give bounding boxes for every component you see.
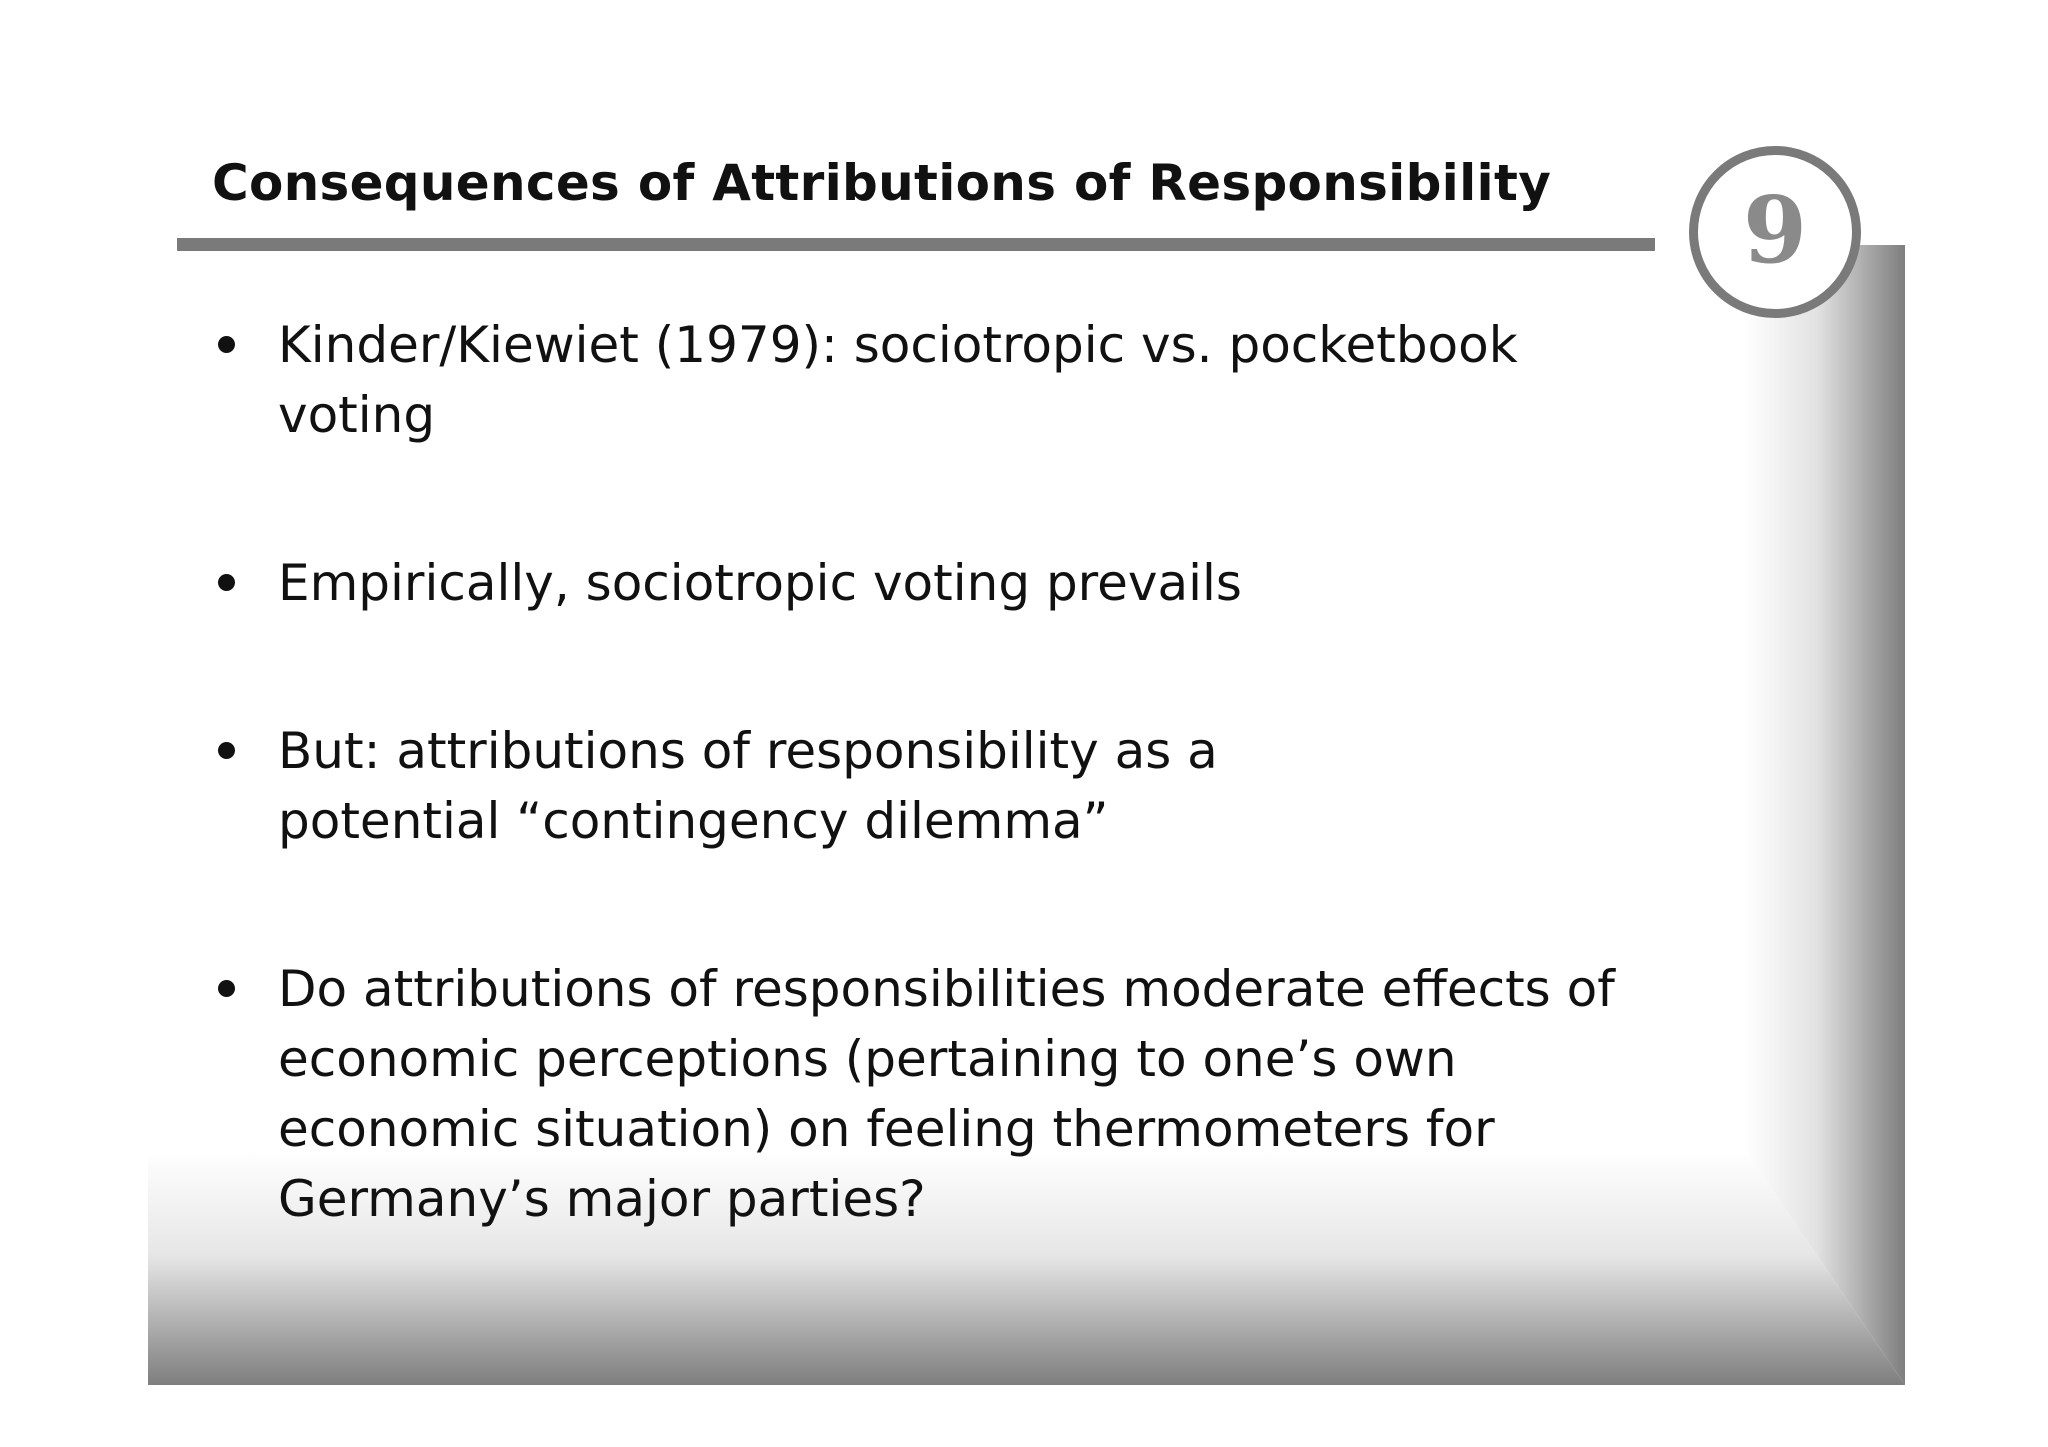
slide-title: Consequences of Attributions of Responsibility xyxy=(212,154,1552,212)
bullet-dot-icon xyxy=(218,336,235,353)
bullet-item xyxy=(212,716,1672,856)
bullet-item xyxy=(212,310,1672,450)
bullet-dot-icon xyxy=(218,980,235,997)
bullet-dot-icon xyxy=(218,574,235,591)
bullet-list xyxy=(212,310,1672,1234)
title-underline xyxy=(177,238,1655,251)
bullet-text: Empirically, sociotropic voting prevails xyxy=(278,554,1242,612)
bullet-dot-icon xyxy=(218,742,235,759)
bullet-text: Do attributions of responsibilities moderate effects of economic perceptions (pertaining to one’s own economic situation) on feeling thermometers for Germany’s major parties? xyxy=(278,960,1615,1228)
bullet-item xyxy=(212,954,1672,1234)
bullet-text: Kinder/Kiewiet (1979): sociotropic vs. pocketbook voting xyxy=(278,316,1518,444)
page-number-badge xyxy=(1689,146,1861,318)
bullet-text: But: attributions of responsibility as a potential “contingency dilemma” xyxy=(278,722,1218,850)
page-number: 9 xyxy=(1742,176,1807,284)
bullet-item xyxy=(212,548,1672,618)
